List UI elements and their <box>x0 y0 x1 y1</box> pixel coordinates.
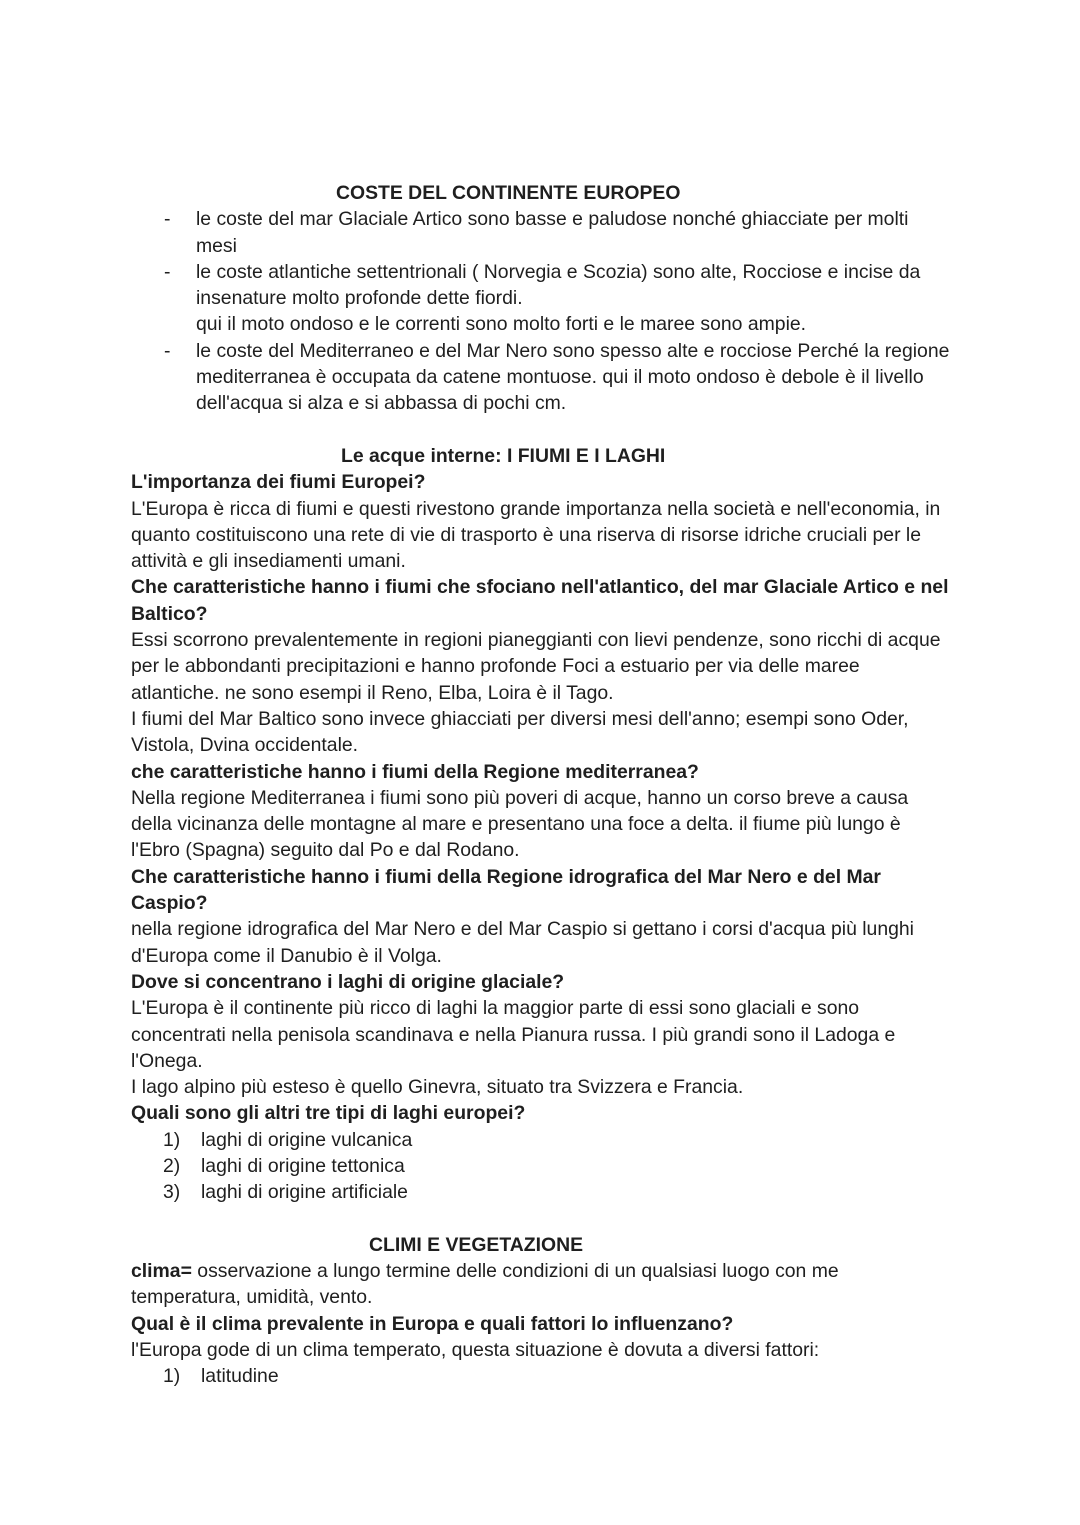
list-number: 1) <box>163 1365 181 1388</box>
list-item-text: le coste atlantiche settentrionali ( Norvegia e Scozia) sono alte, Rocciose e incise da insenature molto profonde dette fiordi. <box>196 260 921 310</box>
list-number: 2) <box>163 1154 181 1177</box>
fattori-list <box>131 1363 951 1389</box>
answer: l'Europa gode di un clima temperato, questa situazione è dovuta a diversi fattori: <box>131 1339 820 1362</box>
question: L'importanza dei fiumi Europei? <box>131 471 426 494</box>
answer: I fiumi del Mar Baltico sono invece ghiacciati per diversi mesi dell'anno; esempi sono Oder, Vistola, Dvina occidentale. <box>131 707 909 757</box>
laghi-list <box>131 1127 951 1206</box>
answer: Essi scorrono prevalentemente in regioni pianeggianti con lievi pendenze, sono ricchi di acque per le abbondanti precipitazioni e hanno profonde Foci a estuario per via delle maree atlantiche. ne sono esempi il Reno, Elba, Loira è il Tago. <box>131 629 941 704</box>
question: Quali sono gli altri tre tipi di laghi europei? <box>131 1102 526 1125</box>
list-item <box>131 1179 951 1205</box>
question: che caratteristiche hanno i fiumi della Regione mediterranea? <box>131 760 699 783</box>
question: Che caratteristiche hanno i fiumi che sfociano nell'atlantico, del mar Glaciale Artico e nel Baltico? <box>131 576 949 625</box>
answer: I lago alpino più esteso è quello Ginevra, situato tra Svizzera e Francia. <box>131 1076 744 1099</box>
list-item <box>131 206 951 259</box>
answer: Nella regione Mediterranea i fiumi sono più poveri di acque, hanno un corso breve a causa della vicinanza delle montagne al mare e presentano una foce a delta. il fiume più lungo è l'Ebro (Spagna) seguito dal Po e dal Rodano. <box>131 786 909 862</box>
list-item-text: latitudine <box>201 1365 279 1388</box>
list-item <box>131 1127 951 1153</box>
section-title-climi: CLIMI E VEGETAZIONE <box>369 1233 584 1256</box>
list-number: 1) <box>163 1128 181 1151</box>
list-item-continuation: qui il moto ondoso e le correnti sono molto forti e le maree sono ampie. <box>196 313 807 336</box>
answer: nella regione idrografica del Mar Nero e del Mar Caspio si gettano i corsi d'acqua più lunghi d'Europa come il Danubio è il Volga. <box>131 918 914 967</box>
answer: L'Europa è il continente più ricco di laghi la maggior parte di essi sono glaciali e sono concentrati nella penisola scandinava e nella Pianura russa. I più grandi sono il Ladoga e l'Onega. <box>131 997 896 1072</box>
section-title-acque: Le acque interne: I FIUMI E I LAGHI <box>341 444 666 467</box>
definition-term: clima= <box>131 1260 192 1283</box>
list-number: 3) <box>163 1181 181 1204</box>
definition <box>131 1258 951 1311</box>
list-item <box>131 338 951 417</box>
list-item-text: le coste del mar Glaciale Artico sono basse e paludose nonché ghiacciate per molti mesi <box>196 208 909 257</box>
list-item-text: laghi di origine vulcanica <box>201 1128 413 1151</box>
question: Qual è il clima prevalente in Europa e quali fattori lo influenzano? <box>131 1312 734 1335</box>
list-item-text: laghi di origine tettonica <box>201 1154 405 1177</box>
list-item-text: laghi di origine artificiale <box>201 1181 408 1204</box>
document-content <box>131 180 951 1390</box>
list-item <box>131 1153 951 1179</box>
list-item <box>131 259 951 338</box>
definition-text: osservazione a lungo termine delle condizioni di un qualsiasi luogo con me temperatura, umidità, vento. <box>131 1260 839 1309</box>
list-item <box>131 1363 951 1389</box>
question: Che caratteristiche hanno i fiumi della Regione idrografica del Mar Nero e del Mar Caspio? <box>131 865 881 915</box>
list-item-text: le coste del Mediterraneo e del Mar Nero sono spesso alte e rocciose Perché la regione mediterranea è occupata da catene montuose. qui il moto ondoso è debole è il livello dell'acqua si alza e si abbassa di pochi cm. <box>196 339 950 415</box>
coste-list <box>131 206 951 416</box>
question: Dove si concentrano i laghi di origine glaciale? <box>131 970 565 993</box>
section-title-coste: COSTE DEL CONTINENTE EUROPEO <box>336 182 681 204</box>
answer: L'Europa è ricca di fiumi e questi rivestono grande importanza nella società e nell'economia, in quanto costituiscono una rete di vie di trasporto è una riserva di risorse idriche cruciali per le attività e gli insediamenti umani. <box>131 497 941 573</box>
